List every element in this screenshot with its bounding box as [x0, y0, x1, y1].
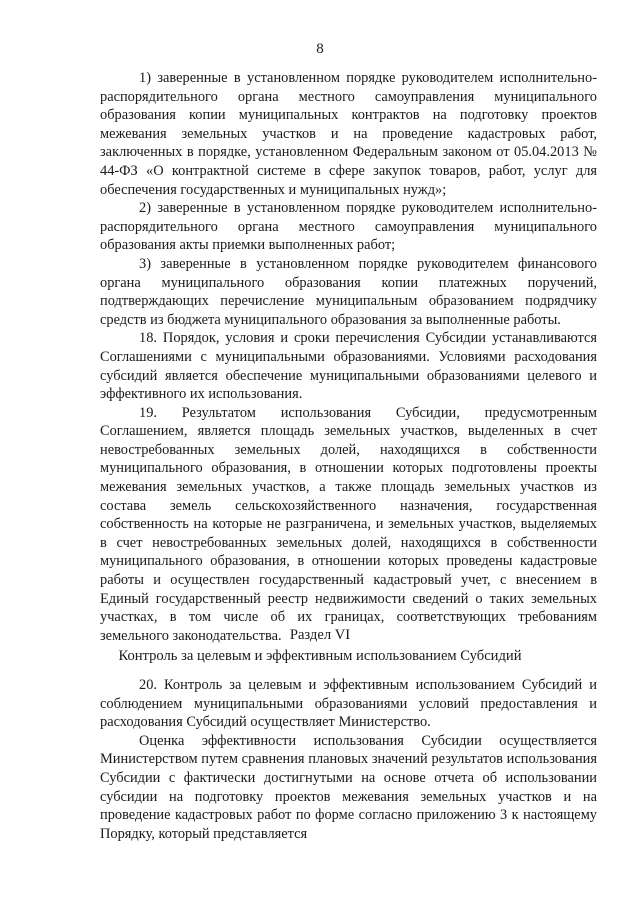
paragraph-18: 18. Порядок, условия и сроки перечисления Субсидии устанавливаются Соглашениями с муниципальными образованиями. Условиями расходования субсидий является обеспечение муниципальными образованиями целевого и эффективного их использования. — [100, 330, 597, 403]
section-title: Контроль за целевым и эффективным использованием Субсидий — [118, 648, 522, 664]
paragraph-19: 19. Результатом использования Субсидии, предусмотренным Соглашением, является площадь земельных участков, выделенных в счет невостребованных земельных долей, находящихся в собственности муниципального образования, в отношении которых подготовлены проекты межевания земельных участков, а также площадь земельных участков из состава земель сельскохозяйственного назначения, государственная собственность на которые не разграничена, и земельных участков, выделяемых в счет невостребованных земельных долей, находящихся в собственности муниципального образования, в отношении которых проведены кадастровые работы и осуществлен государственный кадастровый учет, с внесением в Единый государственный реестр недвижимости сведений о таких земельных участках, в том числе об их границах, соответствующих требованиям земельного законодательства. — [100, 404, 597, 644]
body-text-upper — [100, 69, 597, 645]
body-text-lower — [100, 676, 597, 843]
paragraph-evaluation: Оценка эффективности использования Субсидии осуществляется Министерством путем сравнения плановых значений результатов использования Субсидии с фактически достигнутыми на основе отчета об использовании субсидии на подготовку проектов межевания земельных участков и на проведение кадастровых работ по форме согласно приложению 3 к настоящему Порядку, который представляется — [100, 732, 597, 842]
page-number: 8 — [316, 41, 324, 57]
paragraph-item-1: 1) заверенные в установленном порядке руководителем исполнительно-распорядительного органа местного самоуправления муниципального образования копии муниципальных контрактов на подготовку проектов межевания земельных участков и на проведение кадастровых работ, заключенных в порядке, установленном Федеральным законом от 05.04.2013 № 44-ФЗ «О контрактной системе в сфере закупок товаров, работ, услуг для обеспечения государственных и муниципальных нужд»; — [100, 70, 597, 198]
paragraph-item-3: 3) заверенные в установленном порядке руководителем финансового органа муниципального образования копии платежных поручений, подтверждающих перечисление муниципальным образованием подрядчику средств из бюджета муниципального образования за выполненные работы. — [100, 255, 597, 328]
paragraph-20: 20. Контроль за целевым и эффективным использованием Субсидий и соблюдением муниципальными образованиями условий предоставления и расходования Субсидий осуществляет Министерство. — [100, 677, 597, 731]
paragraph-item-2: 2) заверенные в установленном порядке руководителем исполнительно-распорядительного органа местного самоуправления муниципального образования акты приемки выполненных работ; — [100, 200, 597, 254]
section-number: Раздел VI — [289, 627, 351, 643]
